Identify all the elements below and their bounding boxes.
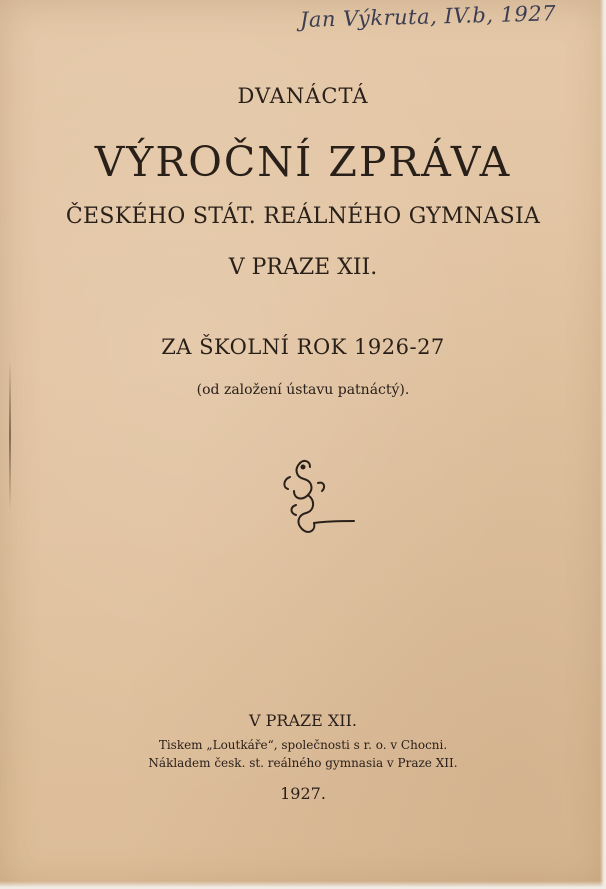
- serpent-ornament-icon: [270, 455, 360, 540]
- report-ordinal: DVANÁCTÁ: [237, 84, 369, 108]
- founding-note: (od založení ústavu patnáctý).: [196, 382, 410, 398]
- handwritten-signature: [300, 2, 600, 46]
- school-year-line: ZA ŠKOLNÍ ROK 1926-27: [161, 335, 445, 359]
- imprint-printer: Tiskem „Loutkáře“, společnosti s r. o. v Chocni.: [158, 738, 448, 752]
- imprint-city: V PRAZE XII.: [248, 711, 357, 730]
- location-line: V PRAZE XII.: [228, 255, 378, 280]
- imprint-year: 1927.: [280, 784, 326, 803]
- institution-name: ČESKÉHO STÁT. REÁLNÉHO GYMNASIA: [65, 204, 541, 229]
- handwritten-note: Jan Výkruta, IV.b, 1927: [299, 1, 557, 32]
- imprint-publisher: Nákladem česk. st. reálného gymnasia v Praze XII.: [148, 756, 458, 770]
- report-title: VÝROČNÍ ZPRÁVA: [94, 138, 512, 186]
- paper-edge-bottom: [0, 881, 606, 889]
